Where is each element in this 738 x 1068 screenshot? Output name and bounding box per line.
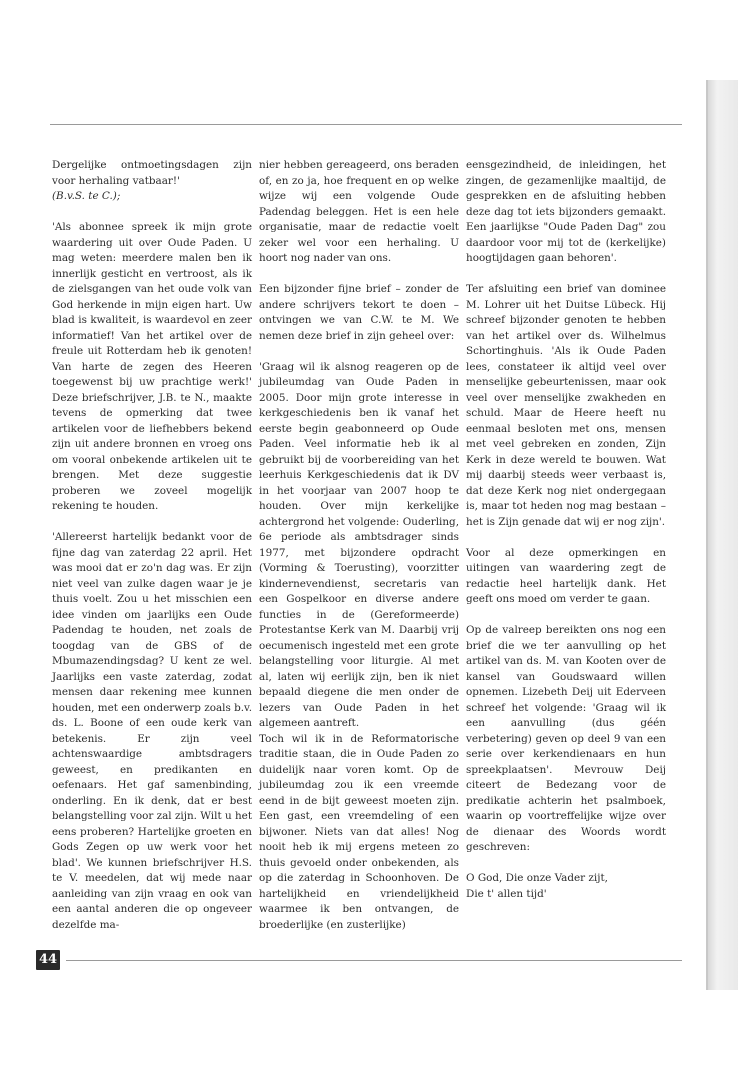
column-left: [52, 158, 252, 949]
paragraph: Dergelijke ontmoetingsdagen zijn voor herhaling vatbaar!': [52, 159, 252, 187]
paragraph: eensgezindheid, de inleidingen, het zingen, de gezamenlijke maaltijd, de gesprekken en de afsluiting hebben deze dag tot iets bijzonders gemaakt. Een jaarlijkse "Oude Paden Dag" zou daardoor voor mij tot de (kerkelijke) hoogtijdagen gaan behoren'.: [466, 159, 666, 264]
hymn-line: Die t' allen tijd': [466, 887, 547, 900]
page-number: 44: [36, 950, 60, 970]
column-right: [466, 158, 666, 902]
paragraph: 'Allereerst hartelijk bedankt voor de fijne dag van zaterdag 22 april. Het was mooi dat er zo'n dag was. Er zijn niet veel van zulke dagen waar je je thuis voelt. Zou u het misschien een idee vinden om jaarlijks een Oude Padendag te houden, net zoals de toogdag van de GBS of de Mbumazendingsdag? U kent ze wel. Jaarlijks een vaste zaterdag, zodat mensen daar rekening mee kunnen houden, met een onderwerp zoals b.v. ds. L. Boone of een oude kerk van betekenis. Er zijn veel achtenswaardige ambtsdragers geweest, en predikanten en oefenaars. Het gaf samenbinding, onderling. En ik denk, dat er best belangstelling voor zal zijn. Wilt u het eens proberen? Hartelijke groeten en Gods Zegen op uw werk voor het blad'. We kunnen briefschrijver H.S. te V. meedelen, dat wij mede naar aanleiding van zijn vraag en ook van een aantal anderen die op ongeveer dezelfde ma-: [52, 531, 252, 931]
footer-rule: [66, 960, 682, 961]
letter-signature: (B.v.S. te C.);: [52, 190, 121, 202]
paragraph: Toch wil ik in de Reformatorische traditie staan, die in Oude Paden zo duidelijk naar voren komt. Op de jubileumdag zou ik een vreemde eend in de bijt geweest moeten zijn. Een gast, een vreemdeling of een bijwoner. Niets van dat alles! Nog nooit heb ik mij ergens meteen zo thuis gevoeld onder onbekenden, als op die zaterdag in Schoonhoven. De hartelijkheid en vriendelijkheid waarmee ik ben ontvangen, de broederlijke (en zusterlijke): [259, 732, 459, 931]
hymn-line: O God, Die onze Vader zijt,: [466, 872, 608, 884]
header-rule: [50, 124, 682, 125]
paragraph: Ter afsluiting een brief van dominee M. Lohrer uit het Duitse Lübeck. Hij schreef bijzonder genoten te hebben van het artikel over ds. Wilhelmus Schortinghuis. 'Als ik Oude Paden lees, constateer ik altijd veel over menselijke gebeurtenissen, maar ook veel over menselijke zwakheden en schuld. Maar de Heere heeft nu eenmaal besloten met ons, mensen met veel gebreken en zonden, Zijn Kerk in deze wereld te bouwen. Wat mij daarbij steeds weer verbaast is, dat deze Kerk nog niet ondergegaan is, maar tot heden nog mag bestaan – het is Zijn genade dat wij er nog zijn'.: [466, 283, 666, 528]
paragraph: Een bijzonder fijne brief – zonder de andere schrijvers tekort te doen – ontvingen we van C.W. te M. We nemen deze brief in zijn geheel over:: [259, 283, 459, 342]
paragraph: nier hebben gereageerd, ons beraden of, en zo ja, hoe frequent en op welke wijze wij een volgende Oude Padendag beleggen. Het is een hele organisatie, maar de redactie voelt zeker wel voor een herhaling. U hoort nog nader van ons.: [259, 159, 459, 264]
page-spine: [708, 80, 738, 990]
column-middle: [259, 158, 459, 949]
paragraph: 'Graag wil ik alsnog reageren op de jubileumdag van Oude Paden in 2005. Door mijn grote interesse in kerkgeschiedenis ben ik vanaf het eerste begin geabonneerd op Oude Paden. Veel informatie heb ik al gebruikt bij de voorbereiding van het leerhuis Kerkgeschiedenis dat ik DV in het voorjaar van 2007 hoop te houden. Over mijn kerkelijke achtergrond het volgende: Ouderling, 6e periode als ambtsdrager sinds 1977, met bijzondere opdracht (Vorming & Toerusting), voorzitter kindernevendienst, secretaris van een Gospelkoor en diverse andere functies in de (Gereformeerde) Protestantse Kerk van M. Daarbij vrij oecumenisch ingesteld met een grote belangstelling voor liturgie. Al met al, laten wij eerlijk zijn, ben ik niet bepaald diegene die men onder de lezers van Oude Paden in het algemeen aantreft.: [259, 360, 459, 729]
paragraph: Op de valreep bereikten ons nog een brief die we ter aanvulling op het artikel van ds. M. van Kooten over de kansel van Goudswaard willen opnemen. Lizebeth Deij uit Ederveen schreef het volgende: 'Graag wil ik een aanvulling (dus géén verbetering) geven op deel 9 van een serie over kerkendienaars en hun spreekplaatsen'. Mevrouw Deij citeert de Bedezang voor de predikatie achterin het psalmboek, waarin op voortreffelijke wijze over de dienaar des Woords wordt geschreven:: [466, 624, 666, 853]
paragraph: 'Als abonnee spreek ik mijn grote waardering uit over Oude Paden. U mag weten: meerdere malen ben ik innerlijk gesticht en vertroost, als ik de zielsgangen van het oude volk van God herkende in mijn eigen hart. Uw blad is kwaliteit, is waardevol en zeer informatief! Van het artikel over de freule uit Rotterdam heb ik genoten! Van harte de zegen des Heeren toegewenst bij uw prachtige werk!' Deze briefschrijver, J.B. te N., maakte tevens de opmerking dat twee artikelen voor de liefhebbers bekend zijn uit andere bronnen en vroeg ons om vooral onbekende artikelen uit te brengen. Met deze suggestie proberen we zoveel mogelijk rekening te houden.: [52, 221, 252, 512]
paragraph: Voor al deze opmerkingen en uitingen van waardering zegt de redactie heel hartelijk dank. Het geeft ons moed om verder te gaan.: [466, 546, 666, 605]
